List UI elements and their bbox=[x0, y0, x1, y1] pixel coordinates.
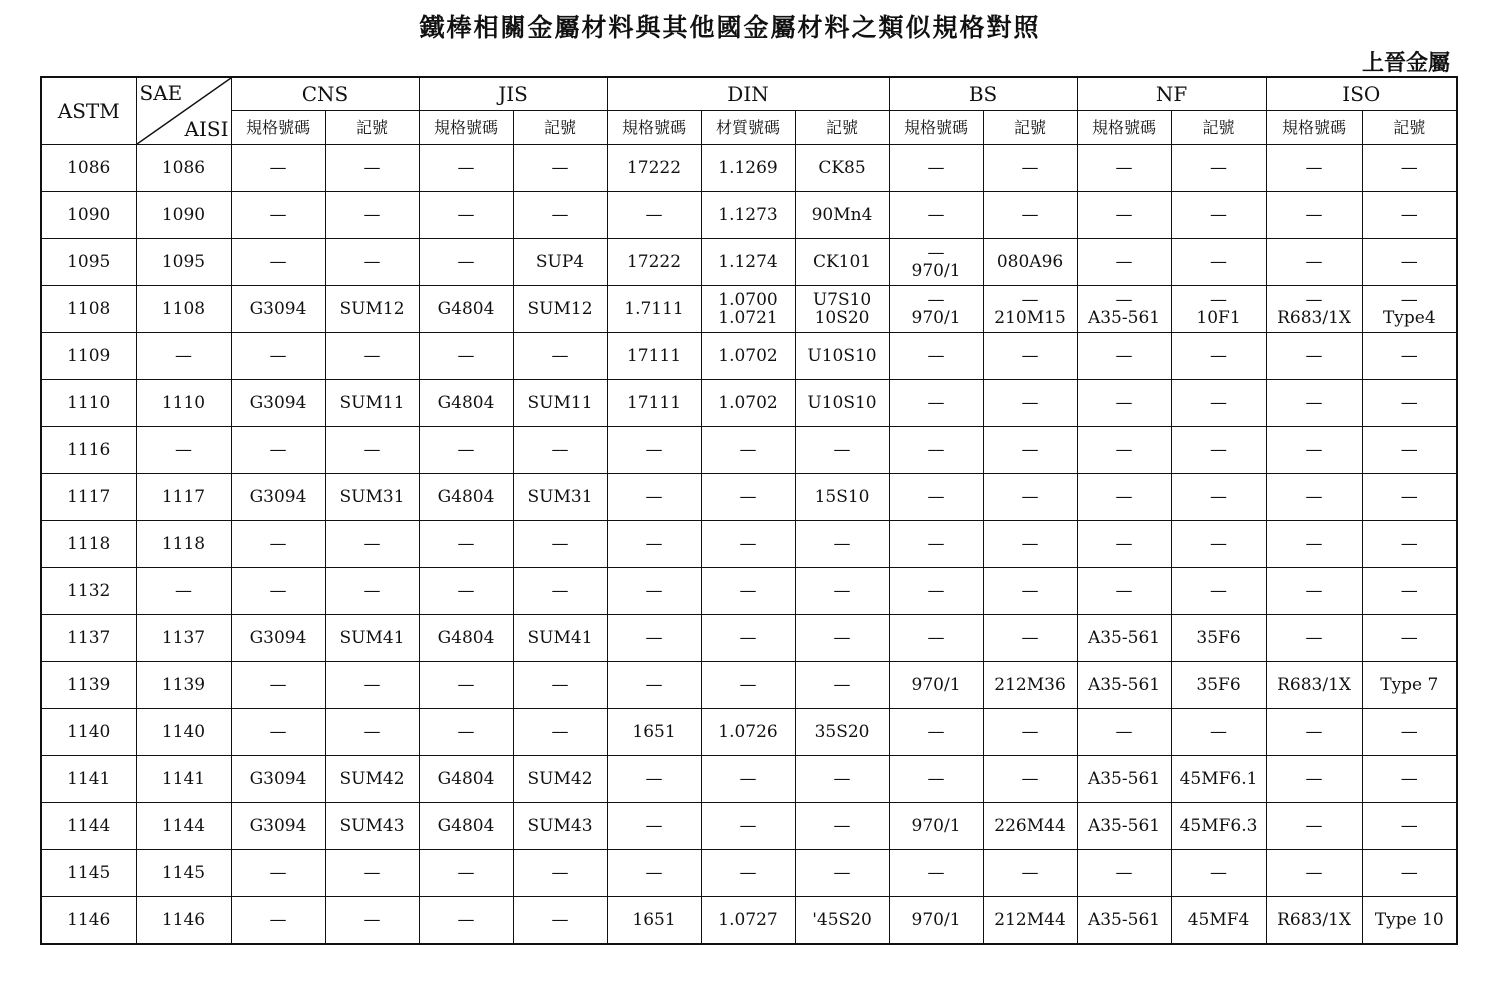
table-cell: CK85 bbox=[795, 145, 889, 192]
table-cell: U10S10 bbox=[795, 380, 889, 427]
table-cell: — bbox=[701, 427, 795, 474]
table-cell: — bbox=[513, 709, 607, 756]
table-cell: — bbox=[231, 897, 325, 945]
table-cell: — bbox=[795, 756, 889, 803]
table-cell: — bbox=[1266, 568, 1362, 615]
table-cell: 1137 bbox=[136, 615, 231, 662]
table-cell: — bbox=[325, 239, 419, 286]
table-cell: A35-561 bbox=[1077, 803, 1171, 850]
table-row bbox=[41, 474, 1457, 521]
subheader-cns-symbol: 記號 bbox=[325, 111, 419, 145]
table-cell: A35-561 bbox=[1077, 662, 1171, 709]
subheader-din-material-no: 材質號碼 bbox=[701, 111, 795, 145]
table-cell: 15S10 bbox=[795, 474, 889, 521]
table-cell: SUM43 bbox=[325, 803, 419, 850]
table-cell: 080A96 bbox=[983, 239, 1077, 286]
subheader-din-spec-no: 規格號碼 bbox=[607, 111, 701, 145]
spec-comparison-table bbox=[40, 76, 1458, 945]
table-cell: — bbox=[1266, 239, 1362, 286]
table-cell: 45MF4 bbox=[1171, 897, 1266, 945]
table-cell: — bbox=[1171, 850, 1266, 897]
table-cell: 1140 bbox=[41, 709, 136, 756]
table-cell: SUM42 bbox=[513, 756, 607, 803]
table-cell: 1110 bbox=[41, 380, 136, 427]
table-cell: — bbox=[419, 850, 513, 897]
table-cell: SUM31 bbox=[325, 474, 419, 521]
table-cell: — bbox=[325, 145, 419, 192]
table-cell: 1141 bbox=[41, 756, 136, 803]
table-cell: — bbox=[325, 897, 419, 945]
table-cell: 1144 bbox=[41, 803, 136, 850]
table-cell: Type 7 bbox=[1362, 662, 1457, 709]
table-cell: — bbox=[1077, 380, 1171, 427]
table-cell: 1137 bbox=[41, 615, 136, 662]
table-cell: 90Mn4 bbox=[795, 192, 889, 239]
table-cell: 35F6 bbox=[1171, 615, 1266, 662]
table-cell: — bbox=[325, 568, 419, 615]
table-cell: — bbox=[1362, 145, 1457, 192]
table-cell: G3094 bbox=[231, 756, 325, 803]
table-cell: SUP4 bbox=[513, 239, 607, 286]
table-cell: — bbox=[889, 145, 983, 192]
table-cell: — bbox=[701, 568, 795, 615]
table-cell: 226M44 bbox=[983, 803, 1077, 850]
table-cell: 1116 bbox=[41, 427, 136, 474]
table-cell: Type 10 bbox=[1362, 897, 1457, 945]
header-astm: ASTM bbox=[41, 77, 136, 145]
table-cell: — bbox=[889, 756, 983, 803]
table-cell: — bbox=[1362, 756, 1457, 803]
table-cell: — bbox=[1266, 521, 1362, 568]
header-aisi: AISI bbox=[184, 117, 229, 141]
header-bs: BS bbox=[889, 77, 1077, 111]
table-cell: — bbox=[325, 521, 419, 568]
table-cell: R683/1X bbox=[1266, 897, 1362, 945]
table-cell: — bbox=[1266, 615, 1362, 662]
table-row bbox=[41, 239, 1457, 286]
table-cell: 1.0702 bbox=[701, 333, 795, 380]
page-title: 鐵棒相關金屬材料與其他國金屬材料之類似規格對照 bbox=[419, 13, 1041, 42]
table-cell: — bbox=[231, 568, 325, 615]
table-row bbox=[41, 662, 1457, 709]
table-cell: — bbox=[231, 192, 325, 239]
table-cell: — bbox=[1171, 145, 1266, 192]
table-cell: 970/1 bbox=[889, 662, 983, 709]
table-cell: — bbox=[231, 709, 325, 756]
table-cell: — bbox=[795, 568, 889, 615]
table-cell: SUM41 bbox=[513, 615, 607, 662]
table-row bbox=[41, 380, 1457, 427]
table-cell: 1090 bbox=[41, 192, 136, 239]
table-cell: SUM12 bbox=[325, 286, 419, 333]
table-cell: 212M36 bbox=[983, 662, 1077, 709]
table-cell: G4804 bbox=[419, 615, 513, 662]
table-cell: — bbox=[983, 568, 1077, 615]
table-cell: — bbox=[325, 850, 419, 897]
table-cell: — bbox=[889, 521, 983, 568]
table-cell: — bbox=[607, 756, 701, 803]
table-cell: — bbox=[983, 709, 1077, 756]
table-cell: — bbox=[231, 662, 325, 709]
table-cell: — R683/1X bbox=[1266, 286, 1362, 333]
table-cell: 1145 bbox=[41, 850, 136, 897]
table-cell: — bbox=[795, 521, 889, 568]
table-cell: 1651 bbox=[607, 897, 701, 945]
table-cell: — bbox=[231, 333, 325, 380]
table-cell: — bbox=[1266, 756, 1362, 803]
header-iso: ISO bbox=[1266, 77, 1457, 111]
table-cell: A35-561 bbox=[1077, 615, 1171, 662]
table-cell: — bbox=[983, 474, 1077, 521]
table-cell: 1144 bbox=[136, 803, 231, 850]
table-cell: — bbox=[1362, 380, 1457, 427]
table-row bbox=[41, 192, 1457, 239]
table-cell: — bbox=[701, 662, 795, 709]
table-cell: — bbox=[1362, 568, 1457, 615]
table-cell: — bbox=[1266, 474, 1362, 521]
table-cell: — bbox=[1077, 239, 1171, 286]
table-cell: 1086 bbox=[41, 145, 136, 192]
table-cell: — bbox=[419, 427, 513, 474]
table-cell: — bbox=[607, 474, 701, 521]
table-cell: — bbox=[983, 333, 1077, 380]
table-cell: — bbox=[513, 145, 607, 192]
table-cell: — bbox=[419, 709, 513, 756]
table-cell: — bbox=[983, 192, 1077, 239]
table-cell: — bbox=[889, 615, 983, 662]
table-cell: — bbox=[1266, 333, 1362, 380]
company-name: 上晉金屬 bbox=[1361, 51, 1450, 76]
table-cell: — bbox=[701, 615, 795, 662]
table-cell: — bbox=[419, 568, 513, 615]
table-cell: — bbox=[795, 427, 889, 474]
table-cell: G4804 bbox=[419, 803, 513, 850]
table-cell: G3094 bbox=[231, 380, 325, 427]
table-cell: — bbox=[701, 803, 795, 850]
table-cell: — bbox=[607, 662, 701, 709]
table-cell: — bbox=[1266, 427, 1362, 474]
table-cell: — bbox=[1266, 803, 1362, 850]
table-row bbox=[41, 521, 1457, 568]
table-cell: — bbox=[1077, 474, 1171, 521]
table-cell: 1109 bbox=[41, 333, 136, 380]
table-cell: — bbox=[513, 333, 607, 380]
table-cell: — bbox=[607, 803, 701, 850]
table-cell: 1140 bbox=[136, 709, 231, 756]
table-body bbox=[41, 145, 1457, 945]
table-cell: — bbox=[136, 333, 231, 380]
table-cell: 1095 bbox=[41, 239, 136, 286]
table-cell: G4804 bbox=[419, 474, 513, 521]
table-cell: 1118 bbox=[136, 521, 231, 568]
table-cell: 1.0700 1.0721 bbox=[701, 286, 795, 333]
table-cell: — bbox=[1362, 521, 1457, 568]
table-row bbox=[41, 568, 1457, 615]
table-cell: CK101 bbox=[795, 239, 889, 286]
subheader-jis-symbol: 記號 bbox=[513, 111, 607, 145]
table-cell: — bbox=[1077, 709, 1171, 756]
table-cell: 17111 bbox=[607, 333, 701, 380]
subheader-bs-spec-no: 規格號碼 bbox=[889, 111, 983, 145]
table-cell: — bbox=[1077, 521, 1171, 568]
table-cell: — bbox=[513, 568, 607, 615]
subheader-bs-symbol: 記號 bbox=[983, 111, 1077, 145]
table-cell: — bbox=[889, 850, 983, 897]
table-cell: 1146 bbox=[136, 897, 231, 945]
table-cell: — bbox=[983, 427, 1077, 474]
table-cell: U10S10 bbox=[795, 333, 889, 380]
table-cell: — bbox=[983, 145, 1077, 192]
header-jis: JIS bbox=[419, 77, 607, 111]
table-cell: — bbox=[607, 850, 701, 897]
table-cell: — bbox=[889, 709, 983, 756]
table-cell: — bbox=[513, 192, 607, 239]
table-cell: — bbox=[795, 803, 889, 850]
table-row bbox=[41, 850, 1457, 897]
table-cell: — bbox=[889, 380, 983, 427]
table-cell: 1108 bbox=[136, 286, 231, 333]
table-cell: — bbox=[701, 850, 795, 897]
table-cell: — bbox=[607, 427, 701, 474]
subheader-iso-symbol: 記號 bbox=[1362, 111, 1457, 145]
table-cell: 1117 bbox=[41, 474, 136, 521]
table-row bbox=[41, 145, 1457, 192]
table-cell: SUM42 bbox=[325, 756, 419, 803]
table-row bbox=[41, 286, 1457, 333]
table-cell: 1095 bbox=[136, 239, 231, 286]
table-cell: — bbox=[513, 427, 607, 474]
table-cell: 1141 bbox=[136, 756, 231, 803]
table-cell: — bbox=[1362, 850, 1457, 897]
table-cell: 45MF6.3 bbox=[1171, 803, 1266, 850]
table-row bbox=[41, 709, 1457, 756]
header-sae-aisi bbox=[136, 77, 231, 145]
table-cell: 1132 bbox=[41, 568, 136, 615]
table-cell: SUM11 bbox=[325, 380, 419, 427]
table-cell: 1118 bbox=[41, 521, 136, 568]
table-cell: SUM43 bbox=[513, 803, 607, 850]
table-cell: 1145 bbox=[136, 850, 231, 897]
table-cell: — bbox=[325, 427, 419, 474]
table-cell: SUM31 bbox=[513, 474, 607, 521]
table-cell: — bbox=[1171, 427, 1266, 474]
table-cell: 1.1273 bbox=[701, 192, 795, 239]
table-cell: — bbox=[325, 662, 419, 709]
table-cell: R683/1X bbox=[1266, 662, 1362, 709]
table-cell: — bbox=[419, 333, 513, 380]
subheader-jis-spec-no: 規格號碼 bbox=[419, 111, 513, 145]
table-cell: 1.0702 bbox=[701, 380, 795, 427]
table-cell: 212M44 bbox=[983, 897, 1077, 945]
table-cell: 45MF6.1 bbox=[1171, 756, 1266, 803]
table-cell: 970/1 bbox=[889, 803, 983, 850]
table-row bbox=[41, 427, 1457, 474]
table-cell: — bbox=[419, 662, 513, 709]
table-cell: 1.1269 bbox=[701, 145, 795, 192]
table-cell: G4804 bbox=[419, 380, 513, 427]
table-cell: A35-561 bbox=[1077, 897, 1171, 945]
table-cell: — bbox=[513, 521, 607, 568]
table-cell: — bbox=[1171, 521, 1266, 568]
table-cell: — bbox=[1362, 709, 1457, 756]
table-cell: 17222 bbox=[607, 145, 701, 192]
table-cell: — bbox=[889, 427, 983, 474]
table-cell: — bbox=[607, 615, 701, 662]
table-cell: — bbox=[325, 192, 419, 239]
table-cell: — bbox=[889, 568, 983, 615]
table-cell: — bbox=[607, 192, 701, 239]
table-cell: — bbox=[1171, 239, 1266, 286]
table-cell: 1117 bbox=[136, 474, 231, 521]
table-cell: G3094 bbox=[231, 615, 325, 662]
table-cell: — bbox=[419, 239, 513, 286]
table-cell: — bbox=[1171, 192, 1266, 239]
table-cell: — bbox=[1077, 333, 1171, 380]
table-cell: G3094 bbox=[231, 474, 325, 521]
table-cell: — bbox=[983, 521, 1077, 568]
table-cell: — bbox=[1171, 380, 1266, 427]
table-cell: 1.0726 bbox=[701, 709, 795, 756]
table-cell: — bbox=[513, 662, 607, 709]
subheader-cns-spec-no: 規格號碼 bbox=[231, 111, 325, 145]
table-cell: G4804 bbox=[419, 286, 513, 333]
table-cell: — bbox=[1362, 474, 1457, 521]
table-cell: 17222 bbox=[607, 239, 701, 286]
table-cell: — bbox=[1171, 568, 1266, 615]
table-cell: 1108 bbox=[41, 286, 136, 333]
table-cell: — 970/1 bbox=[889, 286, 983, 333]
table-row bbox=[41, 803, 1457, 850]
table-row bbox=[41, 897, 1457, 945]
table-cell: — bbox=[983, 615, 1077, 662]
header-sae: SAE bbox=[139, 81, 183, 105]
table-row bbox=[41, 333, 1457, 380]
table-cell: — bbox=[795, 615, 889, 662]
table-cell: — bbox=[889, 333, 983, 380]
header-din: DIN bbox=[607, 77, 889, 111]
table-cell: U7S10 10S20 bbox=[795, 286, 889, 333]
subheader-nf-spec-no: 規格號碼 bbox=[1077, 111, 1171, 145]
table-cell: 1139 bbox=[41, 662, 136, 709]
table-cell: SUM41 bbox=[325, 615, 419, 662]
table-cell: — bbox=[889, 474, 983, 521]
table-cell: G3094 bbox=[231, 803, 325, 850]
table-cell: 1139 bbox=[136, 662, 231, 709]
subheader-nf-symbol: 記號 bbox=[1171, 111, 1266, 145]
table-cell: 1090 bbox=[136, 192, 231, 239]
table-cell: 1.7111 bbox=[607, 286, 701, 333]
table-cell: SUM11 bbox=[513, 380, 607, 427]
table-cell: — bbox=[1171, 333, 1266, 380]
table-cell: 1146 bbox=[41, 897, 136, 945]
table-cell: — bbox=[1077, 145, 1171, 192]
table-cell: — bbox=[795, 662, 889, 709]
table-cell: — bbox=[136, 427, 231, 474]
table-cell: — bbox=[231, 850, 325, 897]
table-cell: — bbox=[983, 380, 1077, 427]
table-cell: 17111 bbox=[607, 380, 701, 427]
table-cell: 1110 bbox=[136, 380, 231, 427]
table-row bbox=[41, 615, 1457, 662]
table-cell: — bbox=[1362, 803, 1457, 850]
table-cell: — bbox=[136, 568, 231, 615]
table-cell: — 10F1 bbox=[1171, 286, 1266, 333]
table-cell: — bbox=[231, 239, 325, 286]
table-cell: — 210M15 bbox=[983, 286, 1077, 333]
table-cell: — bbox=[325, 333, 419, 380]
table-cell: — bbox=[1362, 615, 1457, 662]
table-cell: 1086 bbox=[136, 145, 231, 192]
table-cell: '45S20 bbox=[795, 897, 889, 945]
table-cell: — bbox=[419, 145, 513, 192]
table-cell: 1.1274 bbox=[701, 239, 795, 286]
table-cell: — bbox=[419, 897, 513, 945]
table-cell: — bbox=[231, 521, 325, 568]
table-cell: — bbox=[983, 850, 1077, 897]
table-cell: — bbox=[1077, 192, 1171, 239]
table-cell: — A35-561 bbox=[1077, 286, 1171, 333]
table-cell: — bbox=[231, 145, 325, 192]
table-cell: — bbox=[1266, 709, 1362, 756]
table-cell: — bbox=[1266, 850, 1362, 897]
table-cell: — bbox=[1077, 568, 1171, 615]
table-cell: — bbox=[1362, 427, 1457, 474]
table-cell: — bbox=[325, 709, 419, 756]
table-cell: — bbox=[1077, 850, 1171, 897]
table-cell: — 970/1 bbox=[889, 239, 983, 286]
subheader-din-symbol: 記號 bbox=[795, 111, 889, 145]
table-cell: G4804 bbox=[419, 756, 513, 803]
subheader-iso-spec-no: 規格號碼 bbox=[1266, 111, 1362, 145]
table-cell: G3094 bbox=[231, 286, 325, 333]
table-cell: — bbox=[889, 192, 983, 239]
table-cell: — bbox=[1171, 474, 1266, 521]
table-cell: 1.0727 bbox=[701, 897, 795, 945]
table-cell: — bbox=[231, 427, 325, 474]
table-row bbox=[41, 756, 1457, 803]
table-cell: — bbox=[701, 521, 795, 568]
header-cns: CNS bbox=[231, 77, 419, 111]
table-cell: — bbox=[1362, 192, 1457, 239]
table-cell: — bbox=[1266, 145, 1362, 192]
table-cell: — bbox=[419, 192, 513, 239]
table-cell: 1651 bbox=[607, 709, 701, 756]
table-cell: A35-561 bbox=[1077, 756, 1171, 803]
table-cell: — bbox=[1171, 709, 1266, 756]
header-nf: NF bbox=[1077, 77, 1266, 111]
table-cell: — bbox=[419, 521, 513, 568]
table-cell: — bbox=[607, 521, 701, 568]
table-cell: SUM12 bbox=[513, 286, 607, 333]
table-cell: — bbox=[1266, 192, 1362, 239]
table-cell: — bbox=[701, 474, 795, 521]
table-cell: — bbox=[983, 756, 1077, 803]
table-cell: — bbox=[1266, 380, 1362, 427]
table-cell: — bbox=[795, 850, 889, 897]
table-cell: 970/1 bbox=[889, 897, 983, 945]
table-cell: — bbox=[1077, 427, 1171, 474]
table-cell: — Type4 bbox=[1362, 286, 1457, 333]
table-cell: — bbox=[701, 756, 795, 803]
table-cell: — bbox=[1362, 239, 1457, 286]
table-cell: — bbox=[1362, 333, 1457, 380]
table-cell: — bbox=[513, 897, 607, 945]
table-cell: 35F6 bbox=[1171, 662, 1266, 709]
table-cell: — bbox=[513, 850, 607, 897]
table-cell: 35S20 bbox=[795, 709, 889, 756]
table-cell: — bbox=[607, 568, 701, 615]
